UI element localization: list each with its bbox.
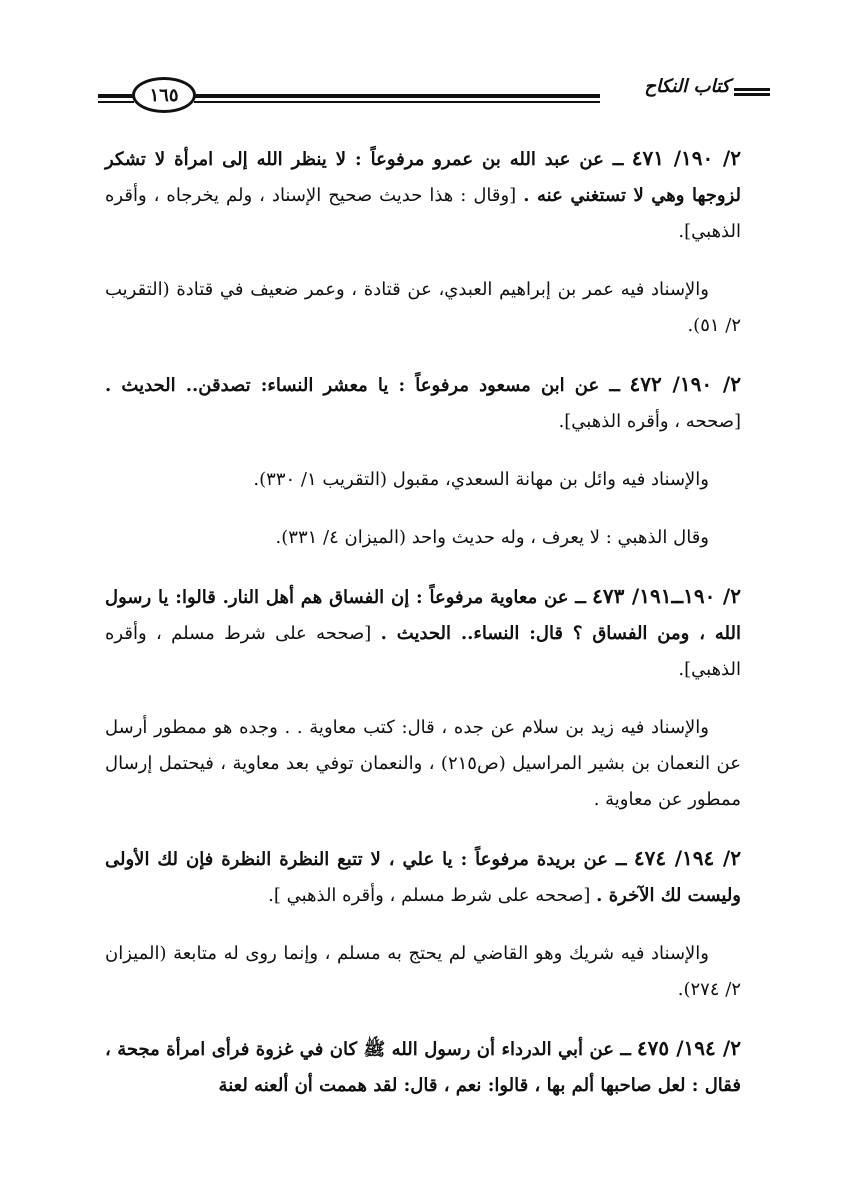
hadith-entry [105,1030,741,1104]
header-rule-left [98,94,134,98]
page-content [105,140,741,1126]
isnad-note: وقال الذهبي : لا يعرف ، وله حديث واحد (الميزان ٤/ ٣٣١). [275,527,709,548]
hadith-entry [105,140,741,250]
isnad-note: والإسناد فيه شريك وهو القاضي لم يحتج به مسلم ، وإنما روى له متابعة (الميزان ٢/ ٢٧٤). [105,943,741,1000]
hakim-verdict: [صححه على شرط مسلم ، وأقره الذهبي ]. [268,885,591,906]
hadith-number: ٢/ ١٩٤/ ٤٧٤ [633,846,741,870]
hadith-text: ــ عن بريدة مرفوعاً : يا علي ، لا تتبع النظرة النظرة فإن لك الأولى وليست لك الآخرة . [105,849,741,906]
hadith-number: ٢/ ١٩٠/ ٤٧١ [631,146,741,170]
hakim-verdict: [صححه على شرط مسلم ، وأقره الذهبي]. [105,623,741,680]
hadith-entry [105,366,741,440]
hadith-entry [105,840,741,914]
header-rule-left-thin [98,101,134,103]
hadith-number: ٢/ ١٩٠/ ٤٧٢ [629,372,741,396]
hadith-text: ــ عن عبد الله بن عمرو مرفوعاً : لا ينظر الله إلى امرأة لا تشكر لزوجها وهي لا تستغني عنه . [105,149,741,206]
page-number: ١٦٥ [132,77,196,113]
hadith-text: ــ عن أبي الدرداء أن رسول الله ﷺ كان في غزوة فرأى امرأة مجحة ، فقال : لعل صاحبها ألم بها ، قالوا: نعم ، قال: لقد هممت أن ألعنه لعنة [105,1039,741,1096]
isnad-note: والإسناد فيه زيد بن سلام عن جده ، قال: كتب معاوية . . وجده هو ممطور أرسل عن النعمان بن بشير المراسيل (ص٢١٥) ، والنعمان توفي بعد معاوية ، فيحتمل إرسال ممطور عن معاوية . [105,717,741,810]
header-rule-thin [194,101,600,103]
hadith-text: ــ عن ابن مسعود مرفوعاً : يا معشر النساء: تصدقن.. الحديث . [105,375,620,396]
isnad-note: والإسناد فيه وائل بن مهانة السعدي، مقبول (التقريب ١/ ٣٣٠). [253,469,709,490]
hadith-number: ٢/ ١٩٤/ ٤٧٥ [636,1036,741,1060]
running-title: كتاب النكاح [644,76,730,97]
header-ornament-right [734,88,770,96]
page-header [98,70,770,122]
hadith-text: ــ عن معاوية مرفوعاً : إن الفساق هم أهل النار. قالوا: يا رسول الله ، ومن الفساق ؟ قال: النساء.. الحديث . [105,587,741,644]
isnad-note: والإسناد فيه عمر بن إبراهيم العبدي، عن قتادة ، وعمر ضعيف في قتادة (التقريب ٢/ ٥١). [105,279,741,336]
hakim-verdict: [وقال : هذا حديث صحيح الإسناد ، ولم يخرجاه ، وأقره الذهبي]. [105,185,741,242]
hadith-number: ٢/ ١٩٠ــ١٩١/ ٤٧٣ [592,584,741,608]
header-rule [194,94,600,98]
hadith-entry [105,578,741,688]
hakim-verdict: [صححه ، وأقره الذهبي]. [558,411,741,432]
